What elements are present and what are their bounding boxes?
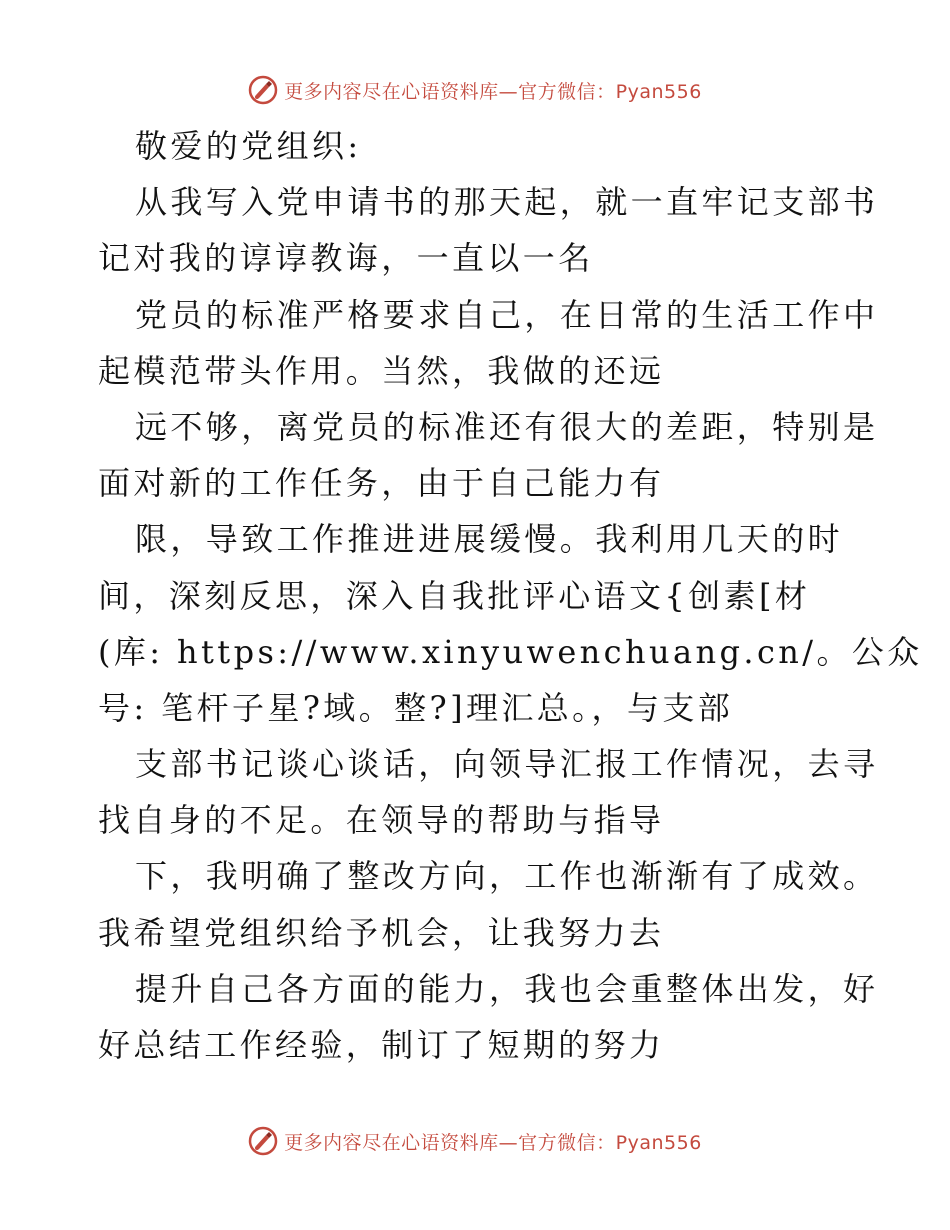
text-line: 号: 笔杆子星?域。整?]理汇总。，与支部 [98, 688, 734, 727]
footer-banner [0, 1121, 950, 1161]
text-line: 敬爱的党组织: [135, 127, 362, 165]
logo-icon [248, 75, 278, 105]
text-line: 下，我明确了整改方向，工作也渐渐有了成效。 [135, 857, 879, 896]
text-line: 好总结工作经验，制订了短期的努力 [98, 1026, 665, 1064]
letter-body [98, 118, 923, 1073]
text-line: 起模范带头作用。当然，我做的还远 [98, 351, 665, 390]
text-line: 记对我的谆谆教诲，一直以一名 [98, 239, 594, 278]
text-line: 找自身的不足。在领导的帮助与指导 [98, 801, 665, 840]
text-line: (库: https://www.xinyuwenchuang.cn/。公众 [98, 632, 923, 671]
banner-text: 更多内容尽在心语资料库—官方微信：Pyan556 [284, 1131, 702, 1154]
text-line: 远不够，离党员的标准还有很大的差距，特别是 [135, 407, 879, 446]
text-line: 面对新的工作任务，由于自己能力有 [98, 464, 665, 503]
banner-text: 更多内容尽在心语资料库—官方微信：Pyan556 [284, 80, 702, 103]
text-line: 提升自己各方面的能力，我也会重整体出发，好 [135, 969, 879, 1008]
text-line: 从我写入党申请书的那天起，就一直牢记支部书 [135, 183, 879, 222]
logo-icon [248, 1126, 278, 1156]
text-line: 限，导致工作推进进展缓慢。我利用几天的时 [135, 520, 844, 559]
text-line: 党员的标准严格要求自己，在日常的生活工作中 [135, 295, 879, 334]
text-line: 间，深刻反思，深入自我批评心语文{创素[材 [98, 576, 811, 615]
text-line: 我希望党组织给予机会，让我努力去 [98, 913, 665, 952]
header-banner [0, 70, 950, 110]
text-line: 支部书记谈心谈话，向领导汇报工作情况，去寻 [135, 745, 879, 784]
